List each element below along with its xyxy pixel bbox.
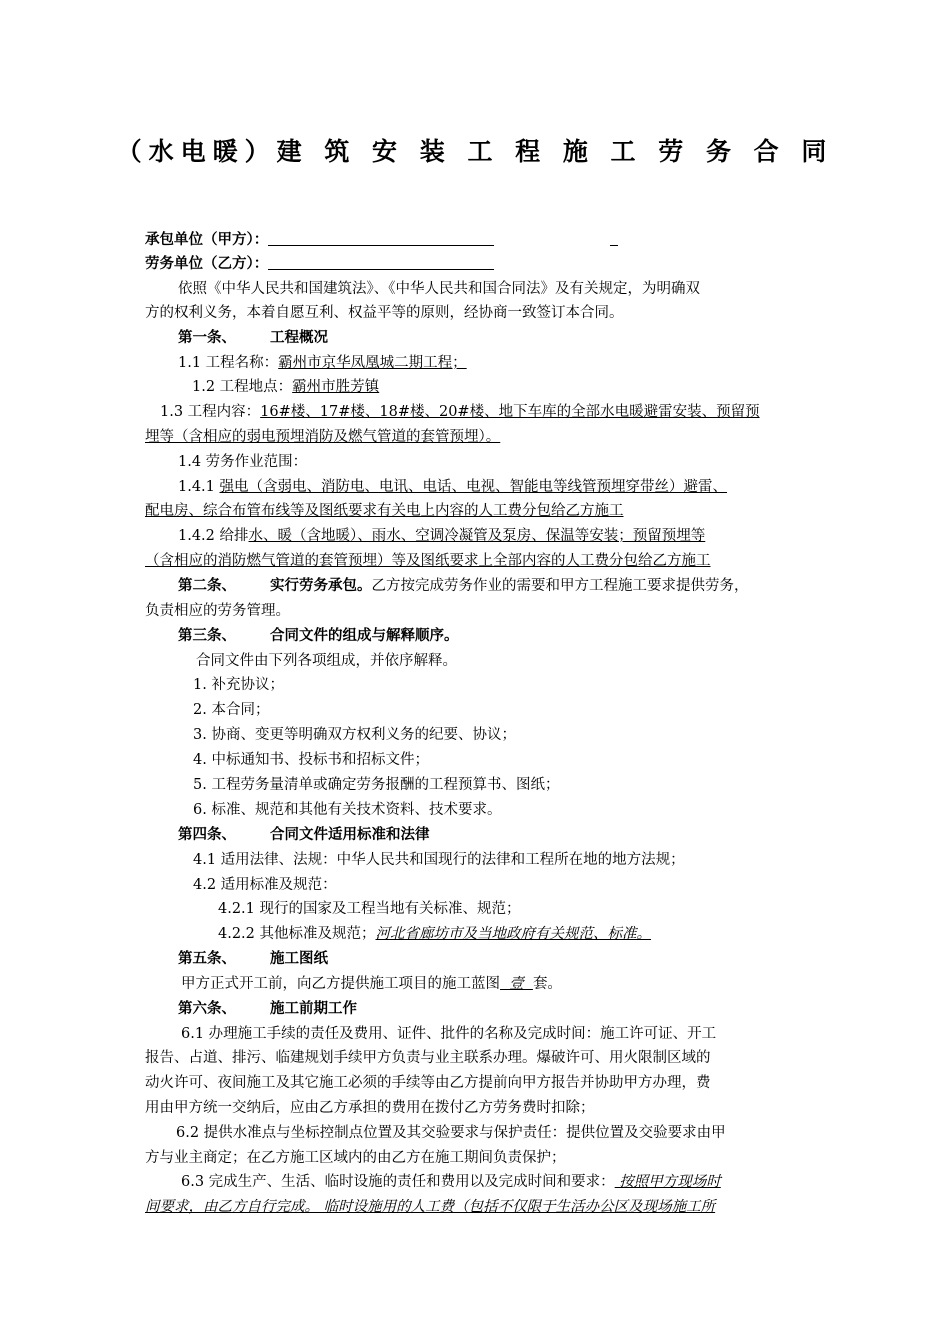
art6-3-label: 6.3 完成生产、生活、临时设施的责任和费用以及完成时间和要求： (181, 1174, 615, 1190)
art2-title: 实行劳务承包。 (270, 578, 372, 594)
art1-name-line (178, 354, 467, 372)
contractor-label: 承包单位（甲方）： (145, 232, 269, 248)
scope-141-value-1: 强电（含弱电、消防电、电讯、电话、电视、智能电等线管预埋穿带丝）避雷、 (219, 479, 728, 495)
project-content-value-2: 埋等（含相应的弱电预埋消防及燃气管道的套管预埋）。 (145, 429, 501, 445)
art1-heading (178, 329, 328, 347)
art6-1-line-2: 报告、占道、排污、临建规划手续甲方负责与业主联系办理。爆破许可、用火限制区域的 (145, 1050, 711, 1066)
labor-line (145, 255, 494, 273)
art6-2-line-1: 6.2 提供水准点与坐标控制点位置及其交验要求与保护责任：提供位置及交验要求由甲 (176, 1125, 726, 1141)
project-content-label: 1.3 工程内容： (160, 404, 261, 420)
art3-number: 第三条、 (178, 628, 236, 644)
art1-place-line (192, 378, 379, 396)
art2-number: 第二条、 (178, 578, 236, 594)
art5-text (181, 975, 562, 993)
art1-number: 第一条、 (178, 330, 236, 346)
art5-text-a: 甲方正式开工前，向乙方提供施工项目的施工蓝图 (181, 976, 500, 992)
project-name-label: 1.1 工程名称： (178, 355, 279, 371)
art1-content-line-1 (160, 403, 760, 421)
art2-heading (178, 577, 749, 595)
art5-number: 第五条、 (178, 951, 236, 967)
art4-heading (178, 826, 430, 844)
labor-input[interactable] (268, 255, 494, 270)
art3-intro: 合同文件由下列各项组成，并依序解释。 (196, 653, 457, 669)
art6-2-line-2: 方与业主商定；在乙方施工区域内的由乙方在施工期间负责保护； (145, 1150, 566, 1166)
art5-heading (178, 950, 328, 968)
art4-4-2: 4.2 适用标准及规范： (193, 877, 337, 893)
scope-label: 1.4 劳务作业范围： (178, 454, 308, 470)
intro-line-2: 方的权利义务，本着自愿互利、权益平等的原则，经协商一致签订本合同。 (145, 305, 624, 321)
contractor-line (145, 231, 618, 249)
scope-141-value-2: 配电房、综合布管布线等及图纸要求有关电上内容的人工费分包给乙方施工 (145, 503, 624, 519)
scope-142-value-2: （含相应的消防燃气管道的套管预埋）等及图纸要求上全部内容的人工费分包给乙方施工 (145, 553, 711, 569)
contractor-extra-blank (610, 231, 618, 246)
project-content-value-1: 16#楼、17#楼、18#楼、20#楼、地下车库的全部水电暖避雷安装、预留预 (260, 404, 760, 420)
art3-title: 合同文件的组成与解释顺序。 (270, 628, 459, 644)
art5-text-b: 套。 (532, 976, 562, 992)
art4-4-2-2-label: 4.2.2 其他标准及规范； (218, 926, 376, 942)
art3-item-2: 2. 本合同； (193, 702, 270, 718)
art6-heading (178, 1000, 357, 1018)
contract-title: （水电暖）建 筑 安 装 工 程 施 工 劳 务 合 同 (116, 137, 834, 166)
scope-142-line-1 (178, 527, 705, 545)
art6-3-value-1: 按照甲方现场时 (614, 1174, 721, 1190)
contractor-input[interactable] (268, 231, 494, 246)
art3-item-6: 6. 标准、规范和其他有关技术资料、技术要求。 (193, 802, 502, 818)
art3-item-1: 1. 补充协议； (193, 677, 284, 693)
art2-text-2: 负责相应的劳务管理。 (145, 603, 290, 619)
art4-4-2-2-line (218, 925, 651, 943)
scope-142-label: 1.4.2 给排 (178, 528, 249, 544)
art6-1-line-4: 用由甲方统一交纳后，应由乙方承担的费用在拨付乙方劳务费时扣除； (145, 1100, 595, 1116)
art4-4-2-2-value: 河北省廊坊市及当地政府有关规范、标准。 (375, 926, 652, 942)
art1-title: 工程概况 (270, 330, 328, 346)
art4-number: 第四条、 (178, 827, 236, 843)
art6-3-line-1 (181, 1173, 721, 1191)
art6-title: 施工前期工作 (270, 1001, 357, 1017)
art5-title: 施工图纸 (270, 951, 328, 967)
art2-text-1: 乙方按完成劳务作业的需要和甲方工程施工要求提供劳务， (371, 578, 749, 594)
art3-item-5: 5. 工程劳务量清单或确定劳务报酬的工程预算书、图纸； (193, 777, 560, 793)
scope-141-label: 1.4.1 (178, 479, 220, 495)
art3-item-3: 3. 协商、变更等明确双方权利义务的纪要、协议； (193, 727, 516, 743)
art4-4-1: 4.1 适用法律、法规：中华人民共和国现行的法律和工程所在地的地方法规； (193, 852, 685, 868)
project-name-value: 霸州市京华凤凰城二期工程； (278, 355, 467, 371)
art4-title: 合同文件适用标准和法律 (270, 827, 430, 843)
scope-142-value-1: 水、暖（含地暖）、雨水、空调冷凝管及泵房、保温等安装；预留预埋等 (248, 528, 706, 544)
scope-141-line-1 (178, 478, 727, 496)
art6-1-line-3: 动火许可、夜间施工及其它施工必须的手续等由乙方提前向甲方报告并协助甲方办理，费 (145, 1075, 711, 1091)
art6-1-line-1: 6.1 办理施工手续的责任及费用、证件、批件的名称及完成时间：施工许可证、开工 (181, 1026, 717, 1042)
art4-4-2-1: 4.2.1 现行的国家及工程当地有关标准、规范； (218, 901, 521, 917)
drawing-count: 壹 (500, 976, 533, 992)
labor-label: 劳务单位（乙方）： (145, 256, 269, 272)
art3-item-4: 4. 中标通知书、投标书和招标文件； (193, 752, 429, 768)
project-place-value: 霸州市胜芳镇 (292, 379, 380, 395)
art3-heading (178, 627, 459, 645)
intro-line-1: 依照《中华人民共和国建筑法》、《中华人民共和国合同法》及有关规定，为明确双 (178, 281, 700, 297)
art6-number: 第六条、 (178, 1001, 236, 1017)
art6-3-value-2: 间要求，由乙方自行完成。 临时设施用的人工费（包括不仅限于生活办公区及现场施工所 (145, 1199, 716, 1215)
project-place-label: 1.2 工程地点： (192, 379, 293, 395)
